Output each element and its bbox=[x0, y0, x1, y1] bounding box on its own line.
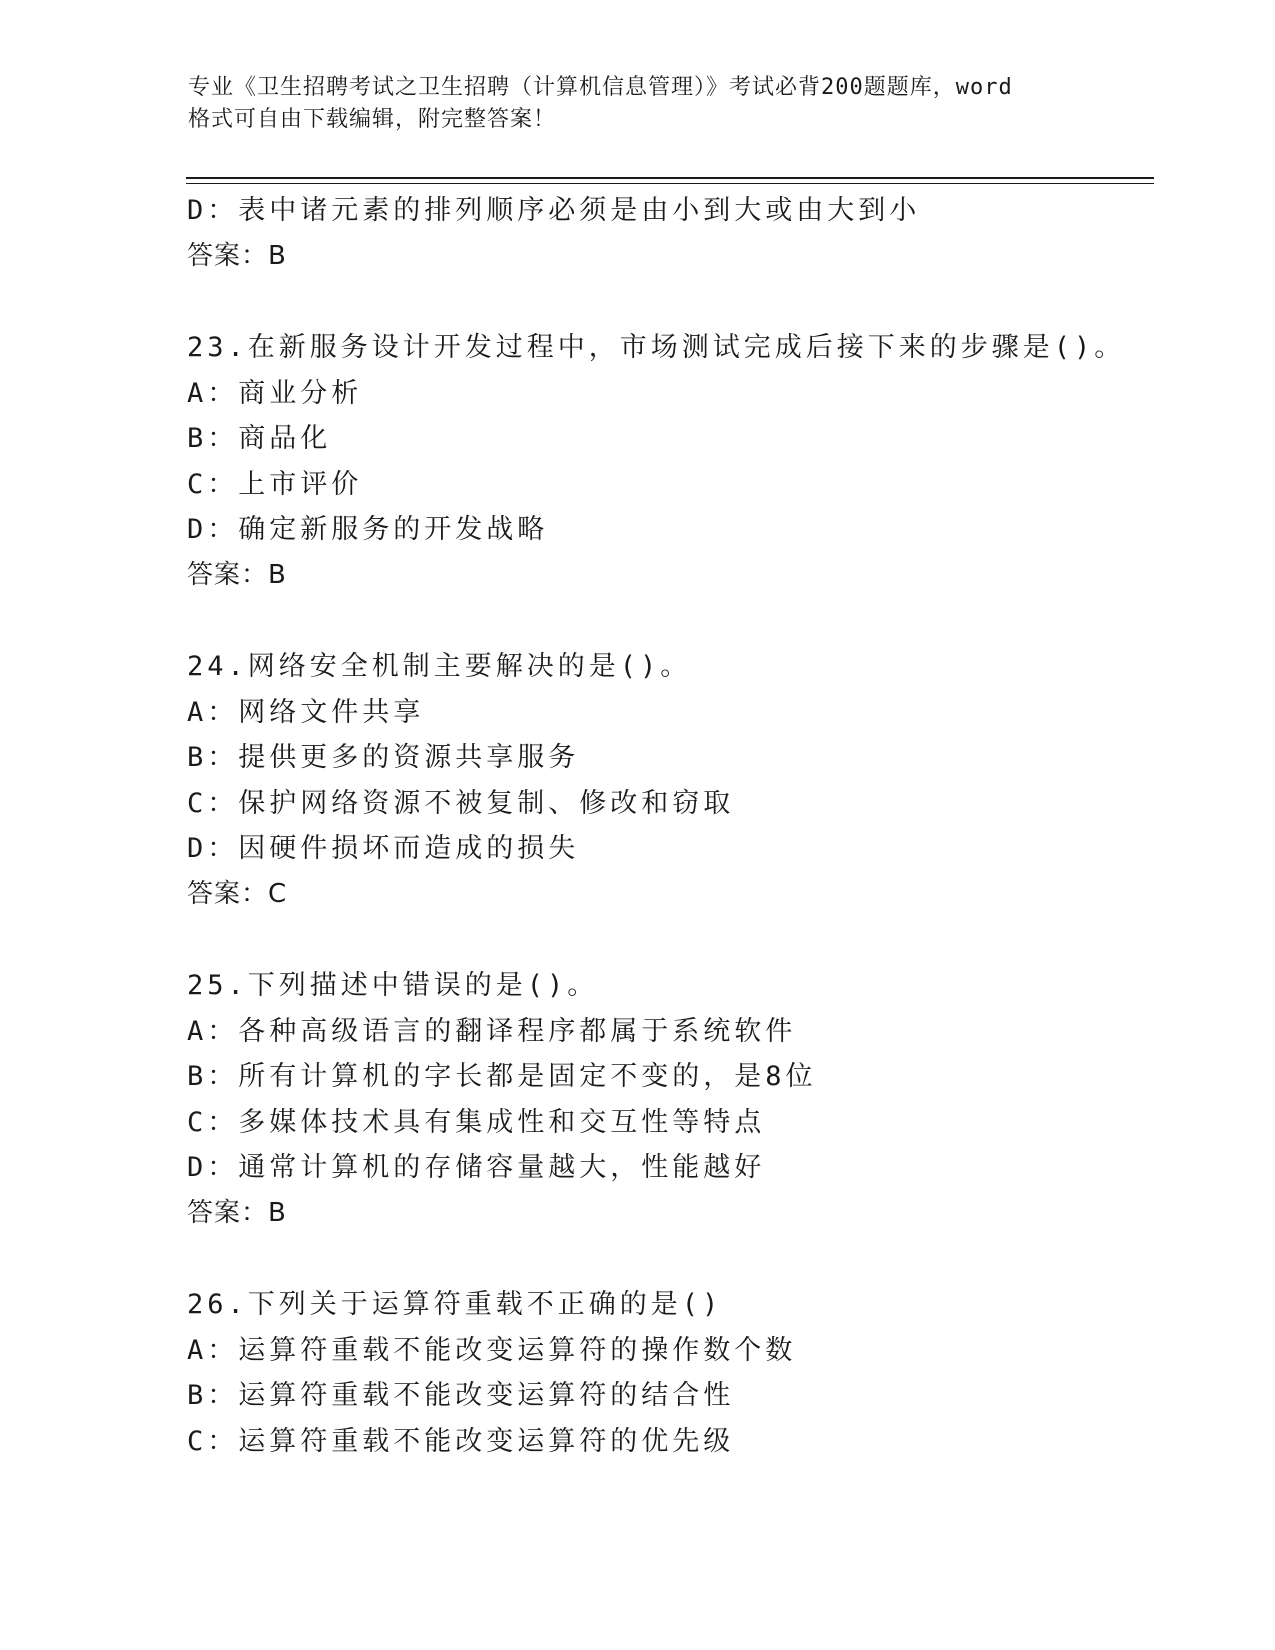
question-24 bbox=[187, 644, 1147, 917]
question-23 bbox=[187, 325, 1147, 598]
option-c: C：运算符重载不能改变运算符的优先级 bbox=[187, 1425, 735, 1457]
answer-line: 答案：C bbox=[187, 878, 288, 909]
question-continuation bbox=[187, 188, 1147, 279]
question-25 bbox=[187, 963, 1147, 1236]
spacer bbox=[187, 598, 1147, 644]
question-stem: 24.网络安全机制主要解决的是()。 bbox=[187, 651, 692, 682]
option-b: B：商品化 bbox=[187, 423, 332, 454]
option-a: A：运算符重载不能改变运算符的操作数个数 bbox=[187, 1334, 797, 1366]
question-stem: 25.下列描述中错误的是()。 bbox=[187, 970, 599, 1001]
answer-line: 答案：B bbox=[187, 240, 287, 271]
question-stem: 26.下列关于运算符重载不正确的是() bbox=[187, 1289, 723, 1320]
header-divider-thin bbox=[186, 183, 1154, 184]
option-a: A：商业分析 bbox=[187, 377, 363, 409]
option-b: B：所有计算机的字长都是固定不变的，是8位 bbox=[187, 1061, 817, 1092]
option-a: A：网络文件共享 bbox=[187, 696, 425, 728]
option-d: D：确定新服务的开发战略 bbox=[187, 514, 549, 545]
spacer bbox=[187, 917, 1147, 963]
spacer bbox=[187, 279, 1147, 325]
spacer bbox=[187, 1236, 1147, 1282]
option-d: D：因硬件损坏而造成的损失 bbox=[187, 833, 580, 864]
document-body bbox=[187, 188, 1147, 1464]
document-header bbox=[188, 72, 1088, 136]
option-d: D：通常计算机的存储容量越大，性能越好 bbox=[187, 1152, 766, 1183]
header-divider-thick bbox=[186, 177, 1154, 179]
header-title-line-1: 专业《卫生招聘考试之卫生招聘（计算机信息管理）》考试必背200题题库，word bbox=[188, 75, 1013, 100]
header-title-line-2: 格式可自由下载编辑，附完整答案！ bbox=[188, 107, 557, 132]
option-a: A：各种高级语言的翻译程序都属于系统软件 bbox=[187, 1015, 797, 1047]
answer-line: 答案：B bbox=[187, 559, 287, 590]
option-d: D：表中诸元素的排列顺序必须是由小到大或由大到小 bbox=[187, 195, 921, 226]
option-b: B：提供更多的资源共享服务 bbox=[187, 742, 580, 773]
option-b: B：运算符重载不能改变运算符的结合性 bbox=[187, 1380, 735, 1411]
option-c: C：保护网络资源不被复制、修改和窃取 bbox=[187, 787, 735, 819]
option-c: C：多媒体技术具有集成性和交互性等特点 bbox=[187, 1106, 766, 1138]
option-c: C：上市评价 bbox=[187, 468, 363, 500]
answer-line: 答案：B bbox=[187, 1197, 287, 1228]
question-stem: 23.在新服务设计开发过程中，市场测试完成后接下来的步骤是()。 bbox=[187, 332, 1126, 363]
question-26 bbox=[187, 1282, 1147, 1464]
